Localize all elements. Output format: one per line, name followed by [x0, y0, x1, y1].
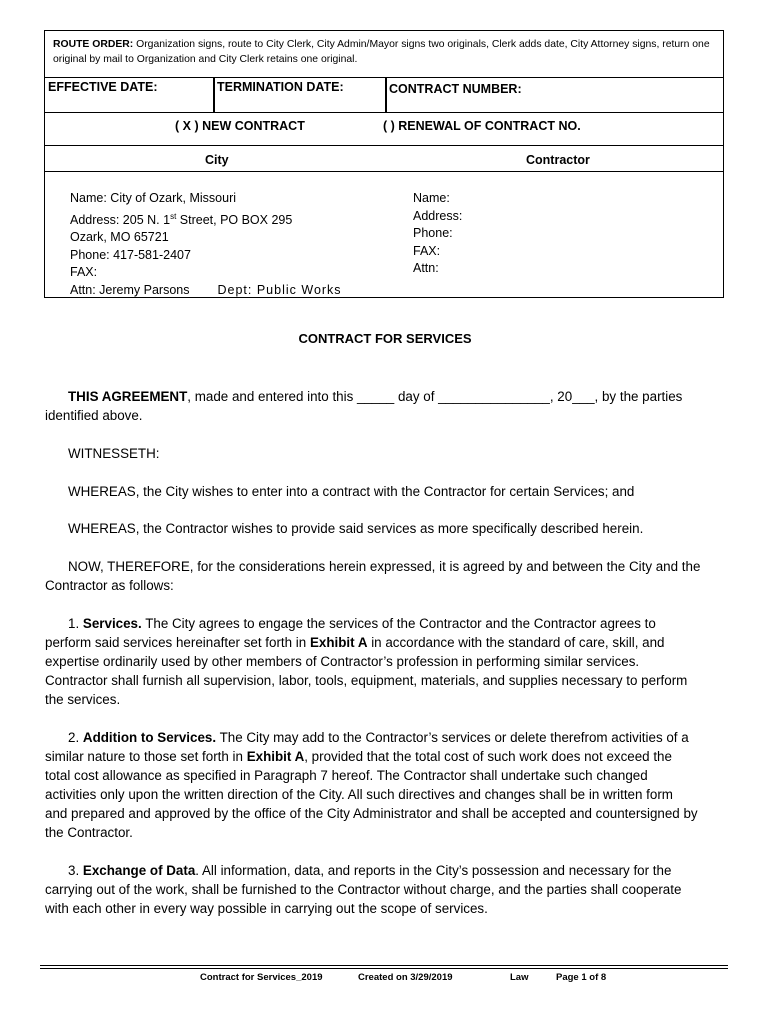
route-order-label: ROUTE ORDER:: [53, 39, 134, 50]
contractor-address[interactable]: Address:: [413, 208, 463, 223]
route-order-line2: original by mail to Organization and City Clerk retains one original.: [53, 54, 358, 65]
city-dept: Dept: Public Works: [217, 282, 342, 297]
party-info-block: [44, 171, 724, 298]
route-order-box: [44, 30, 724, 78]
contract-type-row: [44, 112, 724, 146]
contractor-name[interactable]: Name:: [413, 191, 450, 205]
footer-page: Page 1 of 8: [556, 972, 607, 983]
whereas-2: WHEREAS, the Contractor wishes to provide said services as more specifically described herein.: [68, 521, 644, 536]
city-phone: Phone: 417-581-2407: [70, 247, 191, 262]
now-therefore-line2: Contractor as follows:: [45, 578, 174, 593]
dates-row: [44, 77, 724, 113]
section-1-title: Services.: [82, 616, 142, 631]
now-therefore-paragraph: [45, 557, 727, 595]
witnesseth: WITNESSETH:: [68, 446, 160, 461]
now-therefore-line1: NOW, THEREFORE, for the considerations herein expressed, it is agreed by and between the City and the: [68, 559, 701, 574]
footer-doc-name: Contract for Services_2019: [200, 972, 323, 983]
footer-rule-top: [40, 965, 728, 966]
footer-created: Created on 3/29/2019: [358, 972, 453, 983]
section-3-title: Exchange of Data: [82, 863, 196, 878]
city-info: [70, 190, 342, 299]
document-title: CONTRACT FOR SERVICES: [298, 331, 472, 346]
contractor-phone[interactable]: Phone:: [413, 226, 453, 240]
agreement-lead: THIS AGREEMENT: [68, 389, 188, 404]
city-attn-line: [70, 282, 342, 300]
city-header: City: [205, 153, 229, 167]
contract-number-field[interactable]: CONTRACT NUMBER:: [389, 82, 522, 96]
whereas-1: WHEREAS, the City wishes to enter into a contract with the Contractor for certain Services; and: [68, 484, 635, 499]
city-locality: Ozark, MO 65721: [70, 230, 169, 245]
new-contract-option[interactable]: ( X ) NEW CONTRACT: [175, 119, 305, 133]
contractor-attn[interactable]: Attn:: [413, 261, 439, 275]
city-attn: Attn: Jeremy Parsons: [70, 282, 190, 297]
section-2: 2. Addition to Services. The City may add to the Contractor’s services or delete therefrom activities of a similar nature to those set forth in Exhibit A, provided that the total cost of such work does not exceed the total cost allowance as specified in Paragraph 7 hereof. The Contractor shall undertake such changed activities only upon the written direction of the City. All such directives and changes shall be in written form and prepared and approved by the office of the City Administrator and shall be accepted and countersigned by the Contractor.: [45, 730, 698, 840]
section-3: 3. Exchange of Data. All information, data, and reports in the City’s possession and necessary for the carrying out of the work, shall be furnished to the Contractor without charge, and the parties shall cooperate with each other in every way possible in carrying out the scope of services.: [45, 863, 682, 916]
section-2-title: Addition to Services.: [82, 730, 217, 745]
contractor-info: [413, 190, 462, 278]
city-fax: FAX:: [70, 265, 98, 280]
effective-date-field[interactable]: EFFECTIVE DATE:: [48, 80, 158, 94]
renewal-contract-option[interactable]: ( ) RENEWAL OF CONTRACT NO.: [383, 119, 581, 133]
party-header-row: [44, 146, 724, 172]
contractor-fax[interactable]: FAX:: [413, 243, 441, 258]
agreement-line1: , made and entered into this _____ day of _______________, 20___, by the parties: [187, 389, 683, 404]
route-order-line1: [53, 37, 715, 52]
city-address: Address: 205 N. 1st Street, PO BOX 295: [70, 211, 293, 227]
agreement-paragraph: [45, 387, 727, 425]
termination-date-field[interactable]: TERMINATION DATE:: [217, 80, 344, 94]
agreement-line2: identified above.: [45, 408, 143, 423]
city-name: Name: City of Ozark, Missouri: [70, 191, 237, 205]
contractor-header: Contractor: [526, 153, 590, 167]
footer-rule-bottom: [40, 968, 728, 969]
footer-dept: Law: [510, 972, 529, 983]
section-1: 1. Services. The City agrees to engage the services of the Contractor and the Contractor agrees to perform said services hereinafter set forth in Exhibit A in accordance with the standard of care, skill, and expertise ordinarily used by other members of Contractor’s profession in performing similar services. Contractor shall furnish all supervision, labor, tools, equipment, materials, and supplies necessary to perform the services.: [45, 616, 688, 707]
route-order-text: Organization signs, route to City Clerk, City Admin/Mayor signs two originals, Clerk adds date, City Attorney signs, return one: [136, 39, 710, 50]
